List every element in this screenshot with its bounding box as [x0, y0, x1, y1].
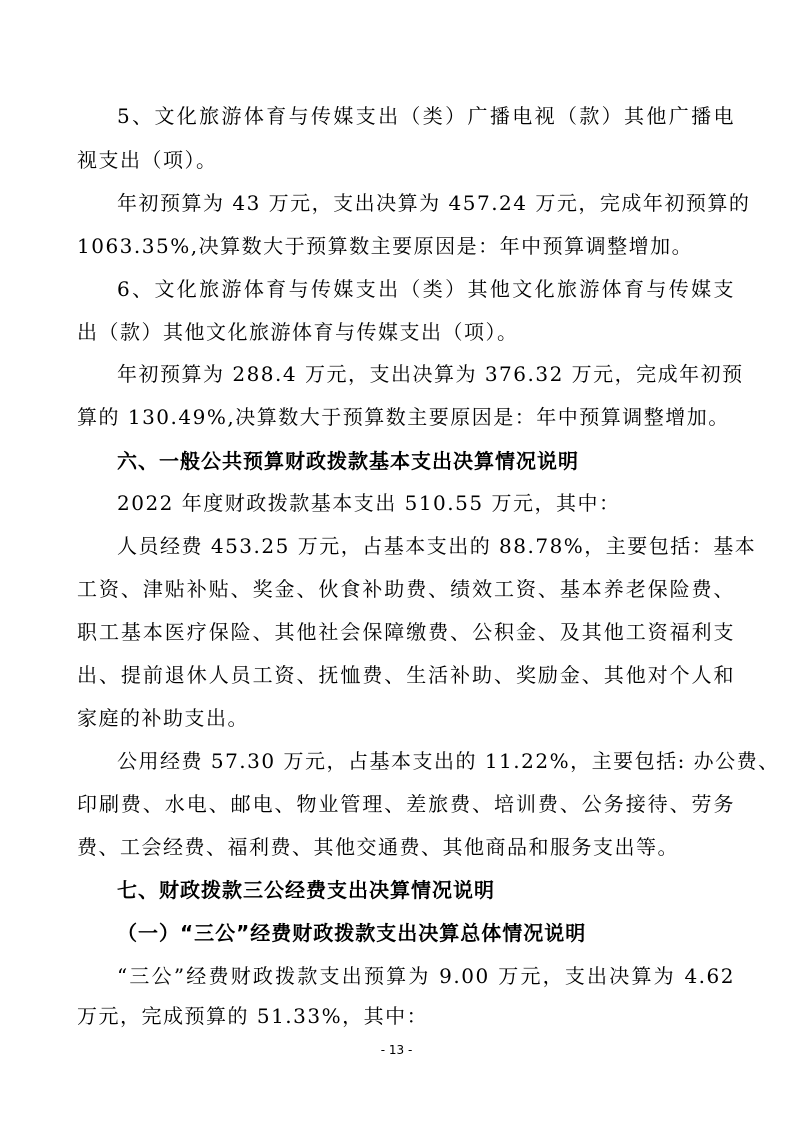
personnel-expenses-line-2: 工资、津贴补贴、奖金、伙食补助费、绩效工资、基本养老保险费、	[77, 577, 735, 601]
item-6-budget-line-2: 算的 130.49%,决算数大于预算数主要原因是：年中预算调整增加。	[77, 405, 730, 429]
item-6-line-2: 出（款）其他文化旅游体育与传媒支出（项）。	[77, 320, 519, 344]
section-7-subheading-1: （一）“三公”经费财政拨款支出决算总体情况说明	[117, 921, 587, 945]
page-number: - 13 -	[380, 1043, 413, 1057]
personnel-expenses-line-5: 家庭的补助支出。	[77, 706, 249, 730]
item-6-budget-line-1: 年初预算为 288.4 万元，支出决算为 376.32 万元，完成年初预	[117, 362, 744, 386]
section-7-heading: 七、财政拨款三公经费支出决算情况说明	[117, 878, 495, 902]
section-6-heading: 六、一般公共预算财政拨款基本支出决算情况说明	[117, 449, 579, 473]
public-expenses-line-3: 费、工会经费、福利费、其他交通费、其他商品和服务支出等。	[77, 835, 679, 859]
three-public-budget-line-1: “三公”经费财政拨款支出预算为 9.00 万元，支出决算为 4.62	[117, 964, 735, 988]
personnel-expenses-line-4: 出、提前退休人员工资、抚恤费、生活补助、奖励金、其他对个人和	[77, 663, 735, 687]
public-expenses-line-2: 印刷费、水电、邮电、物业管理、差旅费、培训费、公务接待、劳务	[77, 792, 735, 816]
public-expenses-line-1: 公用经费 57.30 万元，占基本支出的 11.22%，主要包括: 办公费、	[117, 749, 780, 773]
item-5-line-2: 视支出（项）。	[77, 148, 218, 172]
basic-expenditure-total: 2022 年度财政拨款基本支出 510.55 万元，其中：	[117, 491, 621, 515]
item-6-line-1: 6、文化旅游体育与传媒支出（类）其他文化旅游体育与传媒支	[117, 277, 735, 301]
item-5-budget-line-2: 1063.35%,决算数大于预算数主要原因是：年中预算调整增加。	[77, 234, 694, 258]
personnel-expenses-line-3: 职工基本医疗保险、其他社会保障缴费、公积金、及其他工资福利支	[77, 620, 735, 644]
item-5-budget-line-1: 年初预算为 43 万元，支出决算为 457.24 万元，完成年初预算的	[117, 191, 751, 215]
personnel-expenses-line-1: 人员经费 453.25 万元，占基本支出的 88.78%，主要包括：基本	[117, 534, 757, 558]
item-5-line-1: 5、文化旅游体育与传媒支出（类）广播电视（款）其他广播电	[117, 104, 735, 128]
three-public-budget-line-2: 万元，完成预算的 51.33%，其中：	[77, 1004, 429, 1028]
